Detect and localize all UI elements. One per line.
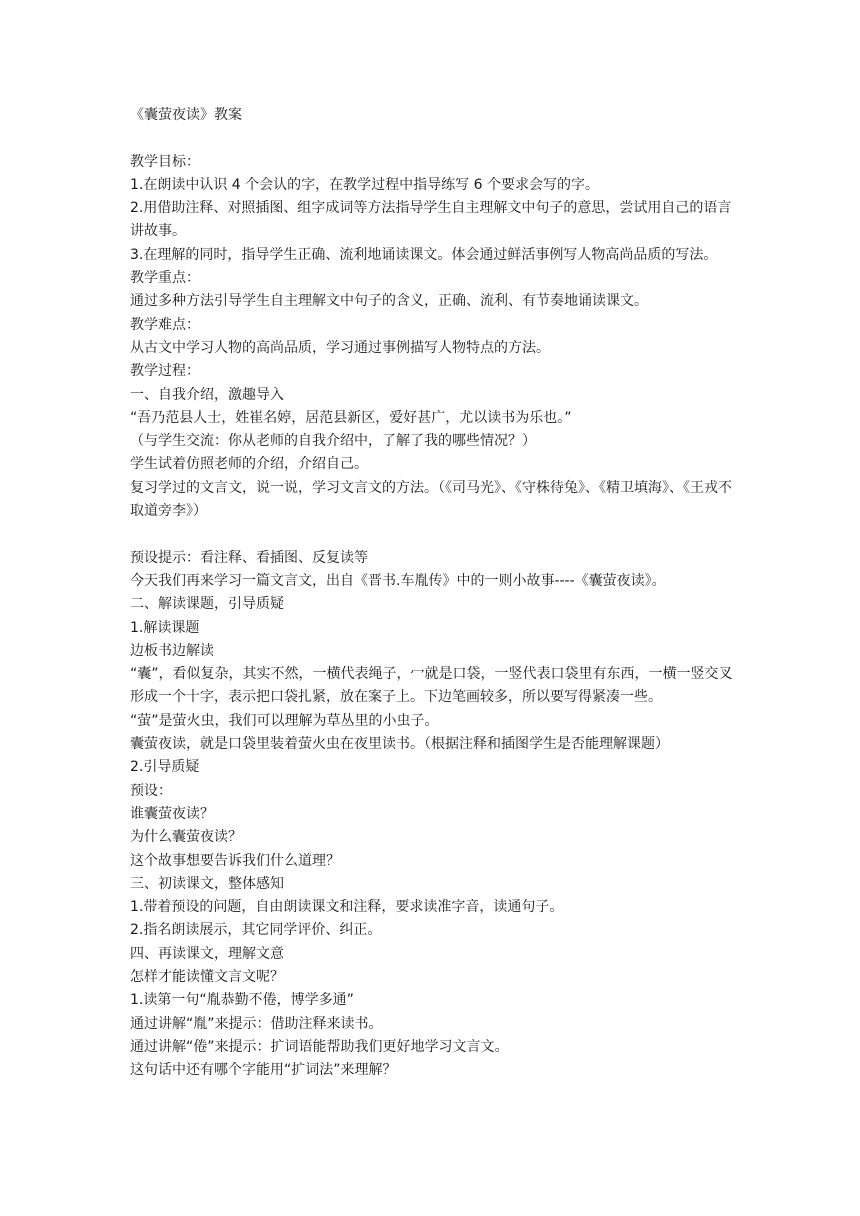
paragraph: 复习学过的文言文，说一说，学习文言文的方法。（《司马光》、《守株待兔》、《精卫填海》、《王戎不取道旁李》） bbox=[130, 479, 732, 520]
blank-line bbox=[130, 127, 738, 150]
paragraph: 教学难点： bbox=[130, 316, 200, 333]
paragraph: 一、自我介绍，激趣导入 bbox=[130, 386, 284, 403]
paragraph: 通过多种方法引导学生自主理解文中句子的含义，正确、流利、有节奏地诵读课文。 bbox=[130, 293, 648, 310]
document-body bbox=[130, 104, 738, 1082]
paragraph: 2.用借助注释、对照插图、组字成词等方法指导学生自主理解文中句子的意思，尝试用自己的语言讲故事。 bbox=[130, 200, 732, 240]
paragraph: 教学目标： bbox=[130, 153, 200, 170]
paragraph: 教学重点： bbox=[130, 270, 200, 287]
paragraph: 从古文中学习人物的高尚品质，学习通过事例描写人物特点的方法。 bbox=[130, 339, 550, 356]
paragraph: “萤”是萤火虫，我们可以理解为草丛里的小虫子。 bbox=[130, 712, 439, 729]
paragraph: 预设： bbox=[130, 782, 172, 799]
paragraph: 今天我们再来学习一篇文言文，出自《晋书.车胤传》中的一则小故事----《囊萤夜读》。 bbox=[130, 572, 666, 589]
paragraph: “囊”，看似复杂，其实不然，一横代表绳子，冖就是口袋，一竖代表口袋里有东西，一横一竖交叉形成一个十字，表示把口袋扎紧，放在案子上。下边笔画较多，所以要写得紧凑一些。 bbox=[130, 666, 733, 706]
paragraph: 这句话中还有哪个字能用“扩词法”来理解？ bbox=[130, 1062, 397, 1079]
blank-line bbox=[130, 523, 738, 546]
paragraph: （与学生交流：你从老师的自我介绍中，了解了我的哪些情况？） bbox=[130, 433, 536, 450]
paragraph: 怎样才能读懂文言文呢？ bbox=[130, 968, 284, 985]
paragraph: 二、解读课题，引导质疑 bbox=[130, 596, 284, 613]
paragraph: 1.解读课题 bbox=[130, 619, 200, 636]
paragraph: 边板书边解读 bbox=[130, 642, 214, 659]
paragraph: 学生试着仿照老师的介绍，介绍自己。 bbox=[130, 456, 368, 473]
paragraph: 三、初读课文，整体感知 bbox=[130, 875, 284, 892]
paragraph: 这个故事想要告诉我们什么道理？ bbox=[130, 852, 340, 869]
paragraph: 2.引导质疑 bbox=[130, 759, 200, 776]
paragraph: 为什么囊萤夜读？ bbox=[130, 829, 242, 846]
paragraph: 2.指名朗读展示，其它同学评价、纠正。 bbox=[130, 922, 382, 939]
paragraph: 谁囊萤夜读？ bbox=[130, 805, 214, 822]
paragraph: 通过讲解“胤”来提示：借助注释来读书。 bbox=[130, 1015, 383, 1032]
paragraph: 通过讲解“倦”来提示：扩词语能帮助我们更好地学习文言文。 bbox=[130, 1038, 509, 1055]
paragraph: 教学过程： bbox=[130, 363, 200, 380]
paragraph: “吾乃范县人士，姓崔名婷，居范县新区，爱好甚广，尤以读书为乐也。” bbox=[130, 409, 572, 426]
paragraph: 囊萤夜读，就是口袋里装着萤火虫在夜里读书。（根据注释和插图学生是否能理解课题） bbox=[130, 736, 669, 753]
paragraph: 四、再读课文，理解文意 bbox=[130, 945, 284, 962]
paragraph: 预设提示：看注释、看插图、反复读等 bbox=[130, 549, 368, 566]
paragraph: 3.在理解的同时，指导学生正确、流利地诵读课文。体会通过鲜活事例写人物高尚品质的写法。 bbox=[130, 246, 718, 263]
paragraph: 1.在朗读中认识 4 个会认的字，在教学过程中指导练写 6 个要求会写的字。 bbox=[130, 176, 599, 193]
document-title: 《囊萤夜读》教案 bbox=[130, 107, 242, 123]
paragraph: 1.读第一句“胤恭勤不倦，博学多通” bbox=[130, 992, 354, 1009]
paragraph: 1.带着预设的问题，自由朗读课文和注释，要求读准字音，读通句子。 bbox=[130, 899, 564, 916]
